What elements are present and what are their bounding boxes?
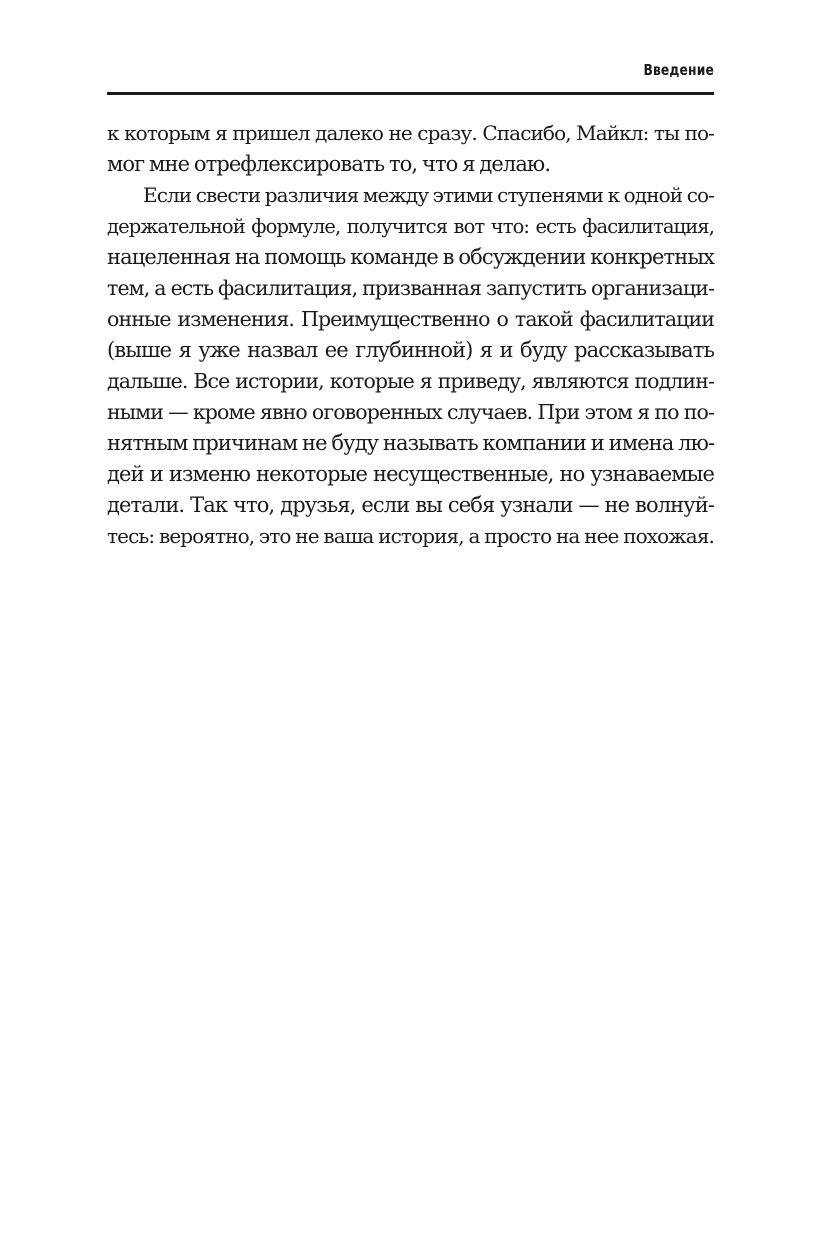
text-line: тем, а есть фасилитация, призванная запустить организаци-: [107, 276, 714, 300]
text-line: тесь: вероятно, это не ваша история, а просто на нее похожая.: [107, 524, 714, 548]
text-line: мог мне отрефлексировать то, что я делаю.: [107, 152, 551, 176]
header-rule: [107, 92, 714, 95]
running-head: Введение: [643, 61, 714, 79]
text-line: Если свести различия между этими ступенями к одной со-: [143, 183, 714, 207]
text-line: к которым я пришел далеко не сразу. Спасибо, Майкл: ты по-: [107, 121, 714, 145]
text-line: дей и изменю некоторые несущественные, но узнаваемые: [107, 462, 714, 486]
text-line: держательной формуле, получится вот что: есть фасилитация,: [107, 215, 714, 238]
text-line: детали. Так что, друзья, если вы себя узнали — не волнуй-: [107, 493, 714, 517]
text-line: нятным причинам не буду называть компании и имена лю-: [107, 431, 715, 455]
text-line: онные изменения. Преимущественно о такой фасилитации: [107, 307, 714, 331]
text-line: дальше. Все истории, которые я приведу, являются подлин-: [107, 369, 714, 393]
text-line: ными — кроме явно оговоренных случаев. При этом я по по-: [107, 400, 714, 424]
body-text: [107, 118, 714, 552]
text-line: нацеленная на помощь команде в обсуждении конкретных: [107, 245, 715, 269]
text-line: (выше я уже назвал ее глубинной) я и буду рассказывать: [107, 338, 714, 362]
